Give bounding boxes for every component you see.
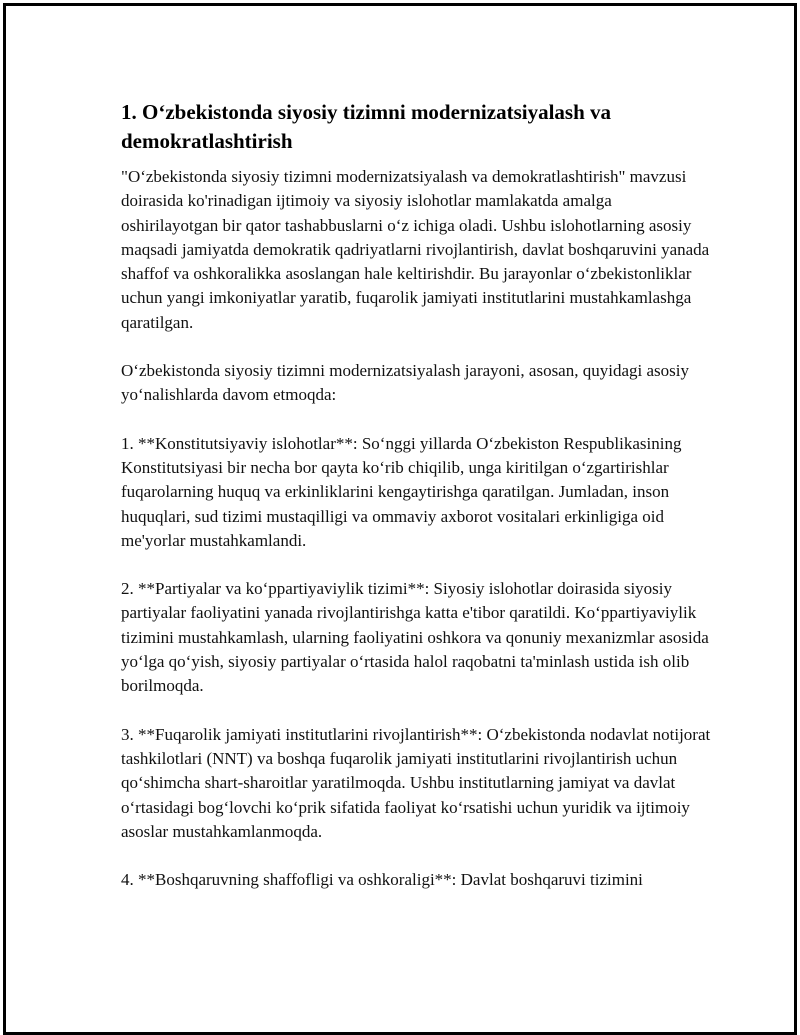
intro-paragraph: "O‘zbekistonda siyosiy tizimni modernizatsiyalash va demokratlashtirish" mavzusi doirasida ko'rinadigan ijtimoiy va siyosiy islohotlar mamlakatda amalga oshirilayotgan bir qator tashabbuslarni o‘z ichiga oladi. Ushbu islohotlarning asosiy maqsadi jamiyatda demokratik qadriyatlarni rivojlantirish, davlat boshqaruvini yanada shaffof va oshkoralikka asoslangan hale keltirishdir. Bu jarayonlar o‘zbekistonliklar uchun yangi imkoniyatlar yaratib, fuqarolik jamiyati institutlarini mustahkamlashga qaratilgan. <box>121 167 710 332</box>
section-heading: 1. O‘zbekistonda siyosiy tizimni modernizatsiyalash va demokratlashtirish <box>121 100 612 153</box>
directions-paragraph: O‘zbekistonda siyosiy tizimni modernizatsiyalash jarayoni, asosan, quyidagi asosiy yo‘nalishlarda davom etmoqda: <box>121 361 689 405</box>
list-item-civil-society: 3. **Fuqarolik jamiyati institutlarini rivojlantirish**: O‘zbekistonda nodavlat notijorat tashkilotlari (NNT) va boshqa fuqarolik jamiyati institutlarini rivojlantirish uchun qo‘shimcha shart-sharoitlar yaratilmoqda. Ushbu institutlarning jamiyat va davlat o‘rtasidagi bog‘lovchi ko‘prik sifatida faoliyat ko‘rsatishi uchun yuridik va ijtimoiy asoslar mustahkamlanmoqda. <box>121 724 711 841</box>
list-item-governance-transparency: 4. **Boshqaruvning shaffofligi va oshkoraligi**: Davlat boshqaruvi tizimini <box>121 870 643 890</box>
document-page <box>3 3 797 1035</box>
list-item-constitutional-reforms: 1. **Konstitutsiyaviy islohotlar**: So‘nggi yillarda O‘zbekiston Respublikasining Konstitutsiyasi bir necha bor qayta ko‘rib chiqilib, unga kiritilgan o‘zgartirishlar fuqarolarning huquq va erkinliklarini kengaytirishga qaratilgan. Jumladan, inson huquqlari, sud tizimi mustaqilligi va ommaviy axborot vositalari erkinligiga oid me'yorlar mustahkamlandi. <box>121 433 682 550</box>
document-body <box>121 98 711 916</box>
list-item-party-system: 2. **Partiyalar va ko‘ppartiyaviylik tizimi**: Siyosiy islohotlar doirasida siyosiy partiyalar faoliyatini yanada rivojlantirishga katta e'tibor qaratildi. Ko‘ppartiyaviylik tizimini mustahkamlash, ularning faoliyatini oshkora va qonuniy mexanizmlar asosida yo‘lga qo‘yish, siyosiy partiyalar o‘rtasida halol raqobatni ta'minlash ustida ish olib borilmoqda. <box>121 579 709 696</box>
